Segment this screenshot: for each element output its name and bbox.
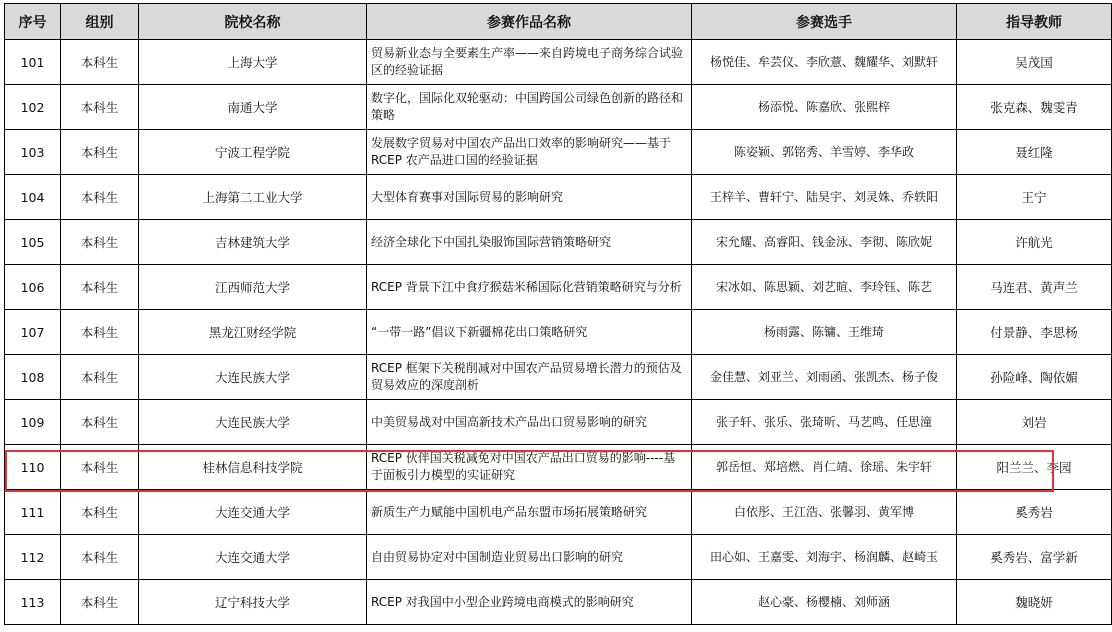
table-row [5,490,1112,535]
cell-group: 本科生 [61,400,139,445]
cell-title: 数字化，国际化双轮驱动：中国跨国公司绿色创新的路径和策略 [367,85,692,130]
cell-school: 大连民族大学 [139,400,367,445]
cell-no: 107 [5,310,61,355]
table-row [5,130,1112,175]
cell-advisor: 马连君、黄声兰 [957,265,1112,310]
cell-players: 金佳慧、刘亚兰、刘雨函、张凯杰、杨子俊 [692,355,957,400]
cell-no: 106 [5,265,61,310]
cell-advisor: 阳兰兰、李园 [957,445,1112,490]
cell-players: 陈姿颖、郭铭秀、羊雪婷、李华政 [692,130,957,175]
cell-school: 辽宁科技大学 [139,580,367,625]
cell-title: RCEP 对我国中小型企业跨境电商模式的影响研究 [367,580,692,625]
cell-title: 新质生产力赋能中国机电产品东盟市场拓展策略研究 [367,490,692,535]
cell-title: 自由贸易协定对中国制造业贸易出口影响的研究 [367,535,692,580]
header-title: 参赛作品名称 [367,4,692,40]
award-table [4,3,1112,625]
cell-players: 赵心豪、杨樱楠、刘师涵 [692,580,957,625]
cell-group: 本科生 [61,220,139,265]
cell-no: 109 [5,400,61,445]
cell-advisor: 孙险峰、陶依媚 [957,355,1112,400]
table-row [5,40,1112,85]
cell-school: 南通大学 [139,85,367,130]
table-row-highlighted [5,445,1112,490]
cell-school: 桂林信息科技学院 [139,445,367,490]
table-row [5,265,1112,310]
cell-players: 王梓羊、曹轩宁、陆昊宇、刘灵姝、乔轶阳 [692,175,957,220]
cell-group: 本科生 [61,85,139,130]
cell-group: 本科生 [61,535,139,580]
cell-advisor: 张克森、魏雯青 [957,85,1112,130]
cell-no: 102 [5,85,61,130]
cell-players: 宋冰如、陈思颖、刘艺暄、李玲钰、陈艺 [692,265,957,310]
cell-school: 大连交通大学 [139,535,367,580]
cell-school: 大连民族大学 [139,355,367,400]
table-header-row [5,4,1112,40]
header-no: 序号 [5,4,61,40]
cell-school: 上海第二工业大学 [139,175,367,220]
table-row [5,355,1112,400]
cell-no: 110 [5,445,61,490]
cell-advisor: 王宁 [957,175,1112,220]
table-row [5,220,1112,265]
cell-advisor: 刘岩 [957,400,1112,445]
cell-title: 中美贸易战对中国高新技术产品出口贸易影响的研究 [367,400,692,445]
cell-school: 上海大学 [139,40,367,85]
cell-school: 宁波工程学院 [139,130,367,175]
cell-players: 杨悦佳、牟芸仪、李欣薏、魏耀华、刘默轩 [692,40,957,85]
cell-group: 本科生 [61,310,139,355]
cell-no: 113 [5,580,61,625]
cell-title: RCEP 框架下关税削减对中国农产品贸易增长潜力的预估及贸易效应的深度剖析 [367,355,692,400]
cell-group: 本科生 [61,130,139,175]
cell-group: 本科生 [61,580,139,625]
cell-school: 黑龙江财经学院 [139,310,367,355]
cell-advisor: 付景静、李思杨 [957,310,1112,355]
cell-advisor: 聂红隆 [957,130,1112,175]
header-group: 组别 [61,4,139,40]
cell-group: 本科生 [61,355,139,400]
table-row [5,535,1112,580]
cell-players: 田心如、王嘉雯、刘海宇、杨润麟、赵崎玉 [692,535,957,580]
cell-advisor: 奚秀岩 [957,490,1112,535]
cell-title: 大型体育赛事对国际贸易的影响研究 [367,175,692,220]
cell-school: 吉林建筑大学 [139,220,367,265]
cell-group: 本科生 [61,175,139,220]
header-school: 院校名称 [139,4,367,40]
cell-group: 本科生 [61,445,139,490]
table-row [5,85,1112,130]
header-players: 参赛选手 [692,4,957,40]
cell-no: 103 [5,130,61,175]
cell-group: 本科生 [61,40,139,85]
cell-no: 108 [5,355,61,400]
cell-title: “一带一路”倡议下新疆棉花出口策略研究 [367,310,692,355]
header-advisor: 指导教师 [957,4,1112,40]
table-row [5,310,1112,355]
cell-title: 贸易新业态与全要素生产率——来自跨境电子商务综合试验区的经验证据 [367,40,692,85]
cell-school: 大连交通大学 [139,490,367,535]
cell-advisor: 吴茂国 [957,40,1112,85]
cell-title: 经济全球化下中国扎染服饰国际营销策略研究 [367,220,692,265]
cell-players: 杨添悦、陈嘉欣、张熙梓 [692,85,957,130]
cell-no: 105 [5,220,61,265]
cell-players: 白依彤、王江浩、张馨羽、黄军博 [692,490,957,535]
cell-no: 101 [5,40,61,85]
cell-advisor: 魏晓妍 [957,580,1112,625]
table-row [5,175,1112,220]
cell-group: 本科生 [61,265,139,310]
cell-title: RCEP 背景下江中食疗猴菇米稀国际化营销策略研究与分析 [367,265,692,310]
cell-no: 112 [5,535,61,580]
cell-school: 江西师范大学 [139,265,367,310]
cell-no: 111 [5,490,61,535]
cell-title: 发展数字贸易对中国农产品出口效率的影响研究——基于 RCEP 农产品进口国的经验证据 [367,130,692,175]
table-row [5,400,1112,445]
cell-advisor: 许航光 [957,220,1112,265]
cell-advisor: 奚秀岩、富学新 [957,535,1112,580]
cell-title: RCEP 伙伴国关税减免对中国农产品出口贸易的影响----基于面板引力模型的实证研究 [367,445,692,490]
cell-players: 宋允耀、高睿阳、钱金泳、李彻、陈欣妮 [692,220,957,265]
cell-players: 杨雨露、陈镛、王维琦 [692,310,957,355]
cell-players: 郭岳恒、郑培燃、肖仁靖、徐瑶、朱宇轩 [692,445,957,490]
cell-no: 104 [5,175,61,220]
cell-group: 本科生 [61,490,139,535]
table-row [5,580,1112,625]
cell-players: 张子轩、张乐、张琦昕、马艺鸣、任思潼 [692,400,957,445]
